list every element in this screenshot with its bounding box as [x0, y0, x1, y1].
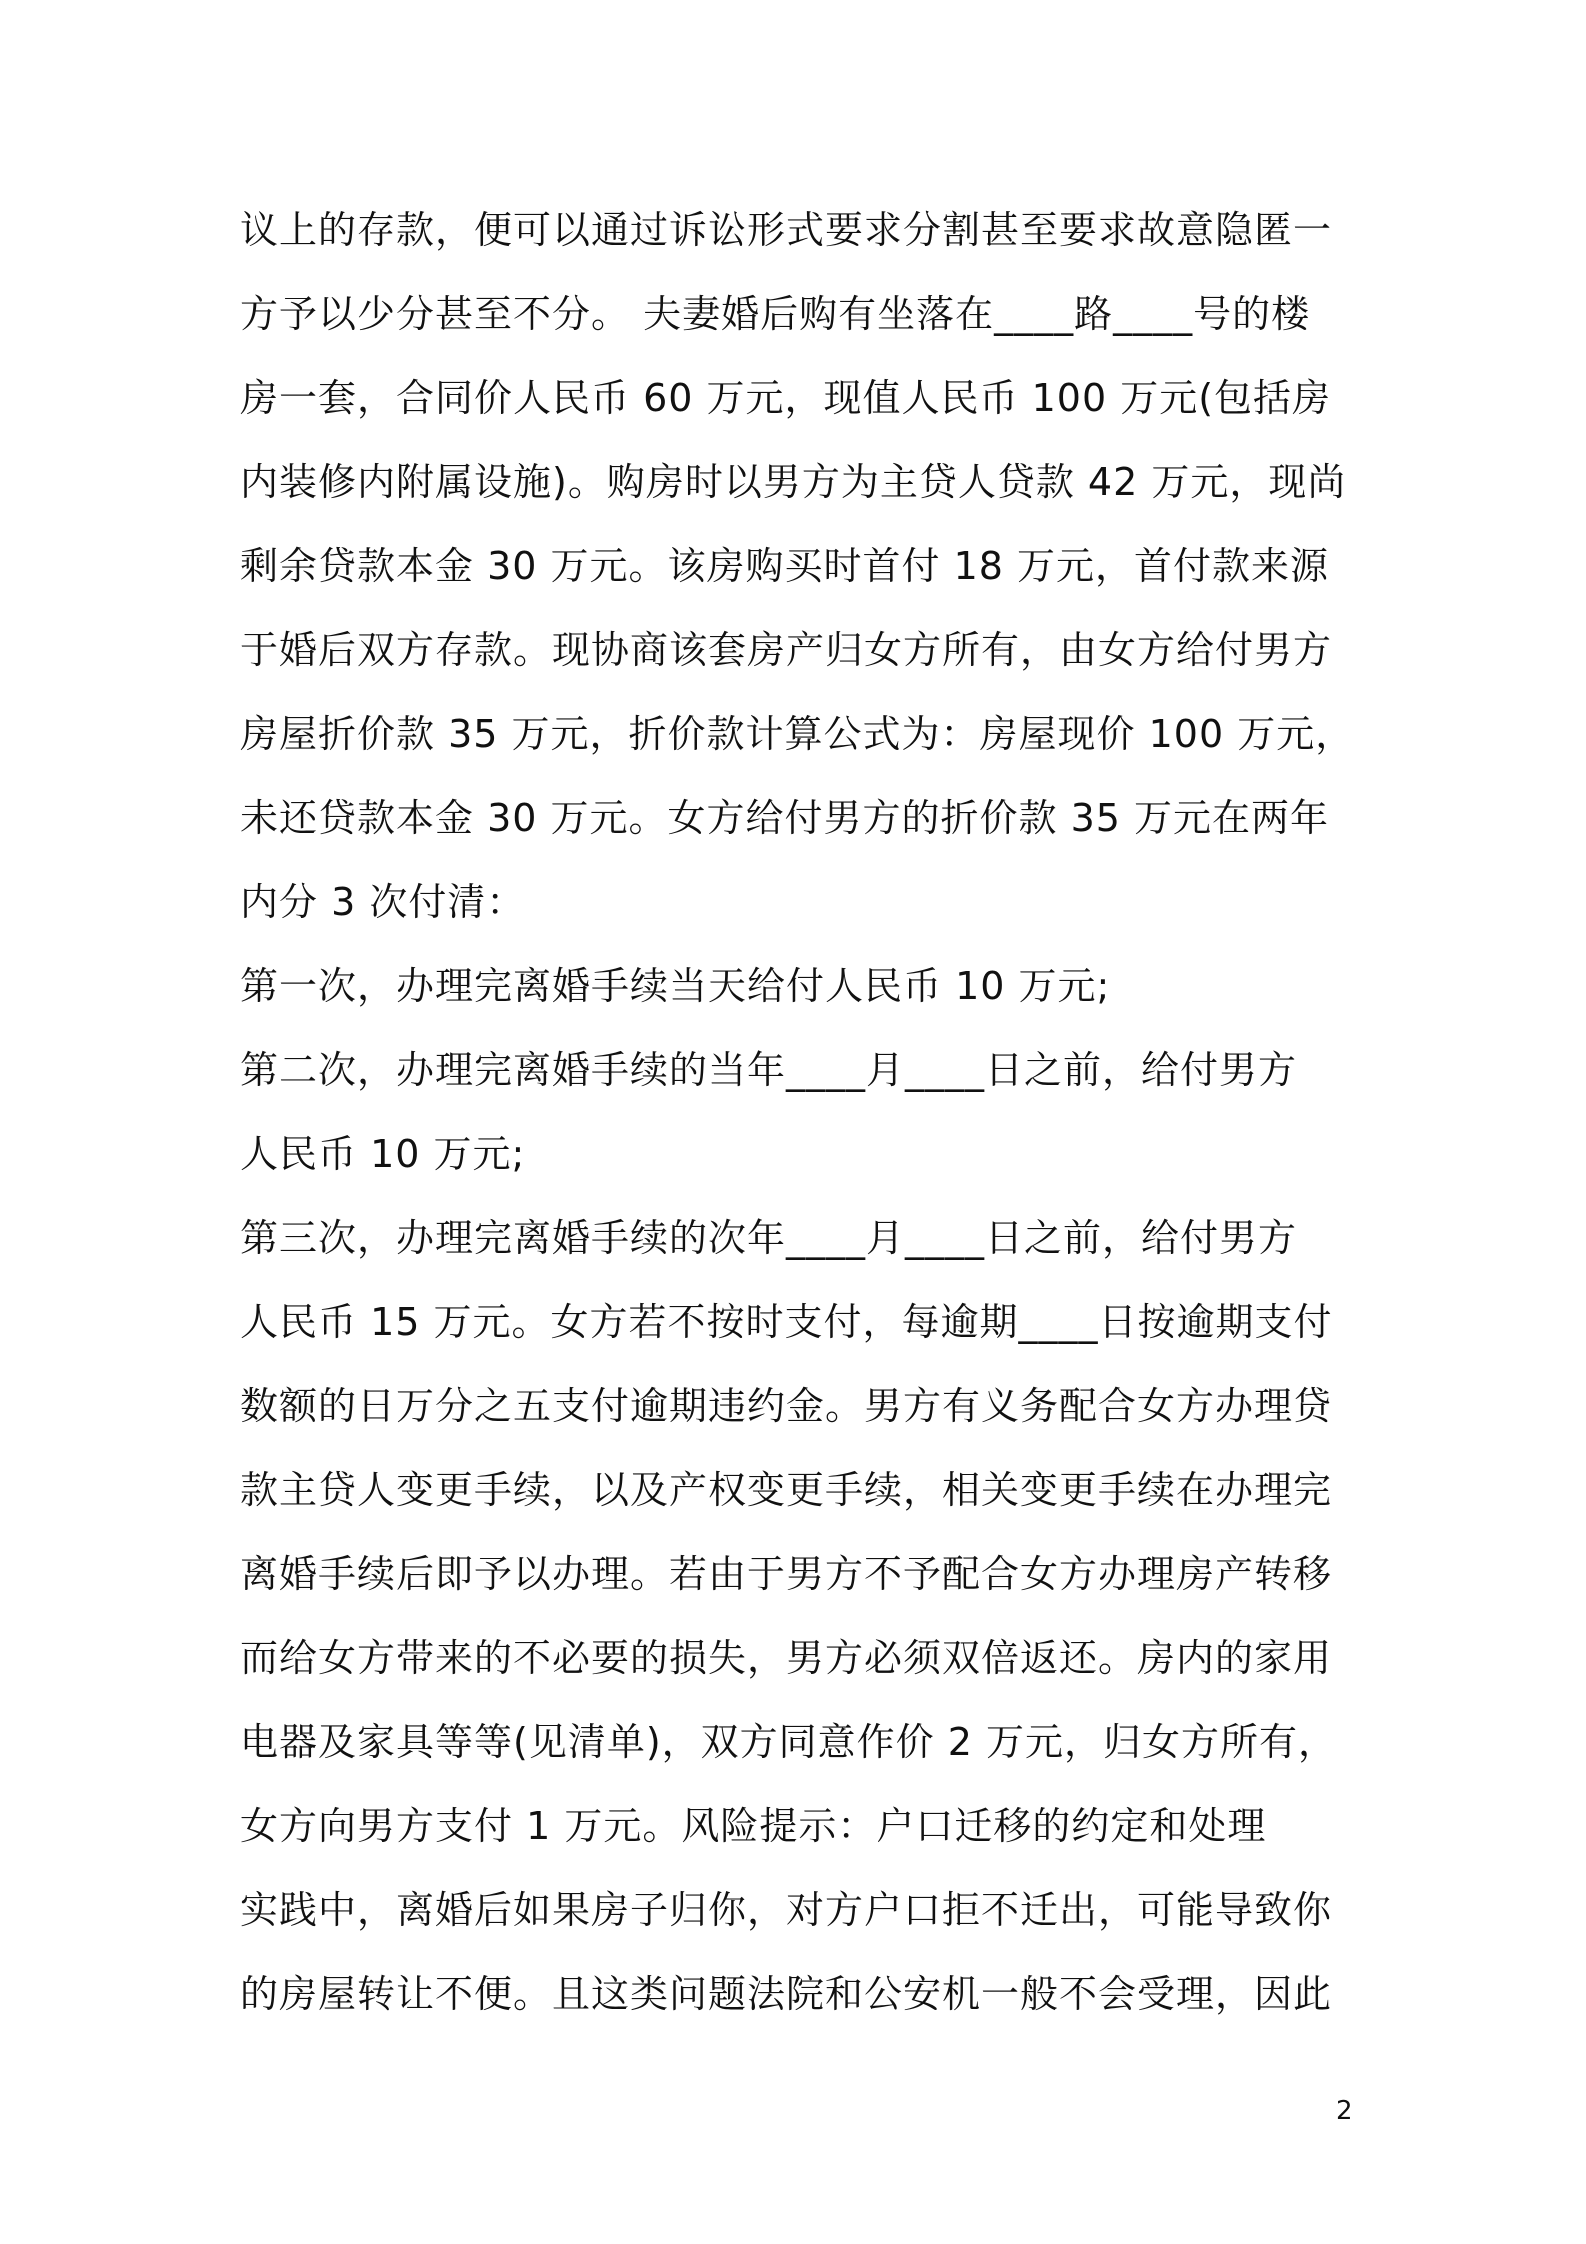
text-line: 于婚后双方存款。现协商该套房产归女方所有，由女方给付男方	[240, 628, 1333, 672]
text-line: 房屋折价款 35 万元，折价款计算公式为：房屋现价 100 万元，	[240, 712, 1355, 756]
text-line: 数额的日万分之五支付逾期违约金。男方有义务配合女方办理贷	[240, 1384, 1333, 1428]
text-line: 而给女方带来的不必要的损失，男方必须双倍返还。房内的家用	[240, 1636, 1333, 1680]
text-line: 方予以少分甚至不分。 夫妻婚后购有坐落在____路____号的楼	[240, 292, 1311, 336]
text-line: 人民币 15 万元。女方若不按时支付，每逾期____日按逾期支付	[240, 1300, 1333, 1344]
text-line: 款主贷人变更手续，以及产权变更手续，相关变更手续在办理完	[240, 1468, 1333, 1512]
text-line: 议上的存款，便可以通过诉讼形式要求分割甚至要求故意隐匿一	[240, 208, 1333, 252]
text-line: 内分 3 次付清：	[240, 880, 526, 924]
text-line: 第二次，办理完离婚手续的当年____月____日之前，给付男方	[240, 1048, 1298, 1092]
text-line: 实践中，离婚后如果房子归你，对方户口拒不迁出，可能导致你	[240, 1888, 1333, 1932]
page-number: 2	[1336, 2096, 1353, 2126]
body-text	[240, 188, 1360, 2036]
text-line: 第三次，办理完离婚手续的次年____月____日之前，给付男方	[240, 1216, 1298, 1260]
text-line: 第一次，办理完离婚手续当天给付人民币 10 万元;	[240, 964, 1111, 1008]
text-line: 人民币 10 万元;	[240, 1132, 526, 1176]
text-line: 离婚手续后即予以办理。若由于男方不予配合女方办理房产转移	[240, 1552, 1333, 1596]
text-line: 的房屋转让不便。且这类问题法院和公安机一般不会受理，因此	[240, 1972, 1333, 2016]
text-line: 内装修内附属设施)。购房时以男方为主贷人贷款 42 万元，现尚	[240, 460, 1347, 504]
text-line: 房一套，合同价人民币 60 万元，现值人民币 100 万元(包括房	[240, 376, 1332, 420]
text-line: 剩余贷款本金 30 万元。该房购买时首付 18 万元，首付款来源	[240, 544, 1330, 588]
text-line: 电器及家具等等(见清单)，双方同意作价 2 万元，归女方所有，	[240, 1720, 1337, 1764]
text-line: 女方向男方支付 1 万元。风险提示：户口迁移的约定和处理	[240, 1804, 1267, 1848]
text-line: 未还贷款本金 30 万元。女方给付男方的折价款 35 万元在两年	[240, 796, 1330, 840]
